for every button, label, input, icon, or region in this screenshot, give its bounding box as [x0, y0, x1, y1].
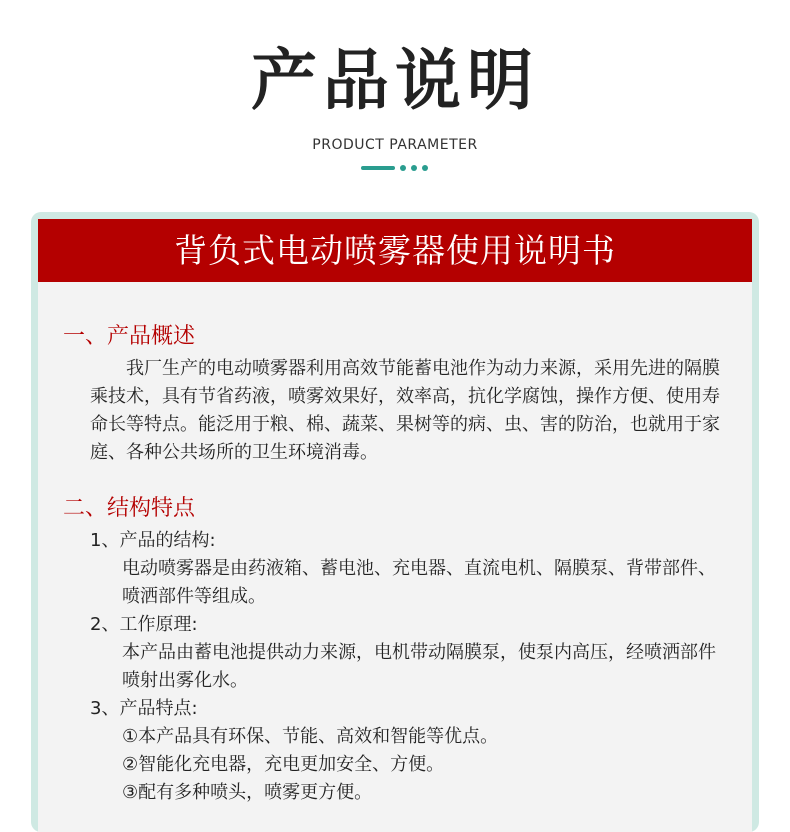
page-subtitle: PRODUCT PARAMETER	[312, 137, 478, 153]
features-item-label: 3、产品特点:	[90, 698, 198, 719]
manual-panel-body	[38, 219, 752, 832]
principle-item-text: 本产品由蓄电池提供动力来源，电机带动隔膜泵，使泵内高压，经喷洒部件喷射出雾化水。	[122, 642, 716, 691]
manual-banner: 背负式电动喷雾器使用说明书	[38, 219, 752, 282]
manual-panel	[31, 212, 759, 832]
divider-bar	[361, 166, 395, 170]
divider-dot	[422, 165, 428, 171]
divider-dot	[400, 165, 406, 171]
feature-line: ①本产品具有环保、节能、高效和智能等优点。	[122, 726, 499, 747]
section-title-structure: 二、结构特点	[63, 496, 196, 521]
feature-line: ③配有多种喷头，喷雾更方便。	[122, 782, 373, 803]
page-title: 产品说明	[251, 42, 539, 119]
feature-line: ②智能化充电器，充电更加安全、方便。	[122, 754, 445, 775]
principle-item-label: 2、工作原理:	[90, 614, 198, 635]
overview-paragraph: 我厂生产的电动喷雾器利用高效节能蓄电池作为动力来源，采用先进的隔膜乘技术，具有节省药液，喷雾效果好，效率高，抗化学腐蚀，操作方便、使用寿命长等特点。能泛用于粮、棉、蔬菜、果树等的病、虫、害的防治，也就用于家庭、各种公共场所的卫生环境消毒。	[90, 358, 720, 463]
structure-item-text: 电动喷雾器是由药液箱、蓄电池、充电器、直流电机、隔膜泵、背带部件、喷洒部件等组成。	[122, 558, 716, 607]
structure-item-label: 1、产品的结构:	[90, 530, 216, 551]
section-title-overview: 一、产品概述	[63, 324, 196, 349]
divider-dot	[411, 165, 417, 171]
